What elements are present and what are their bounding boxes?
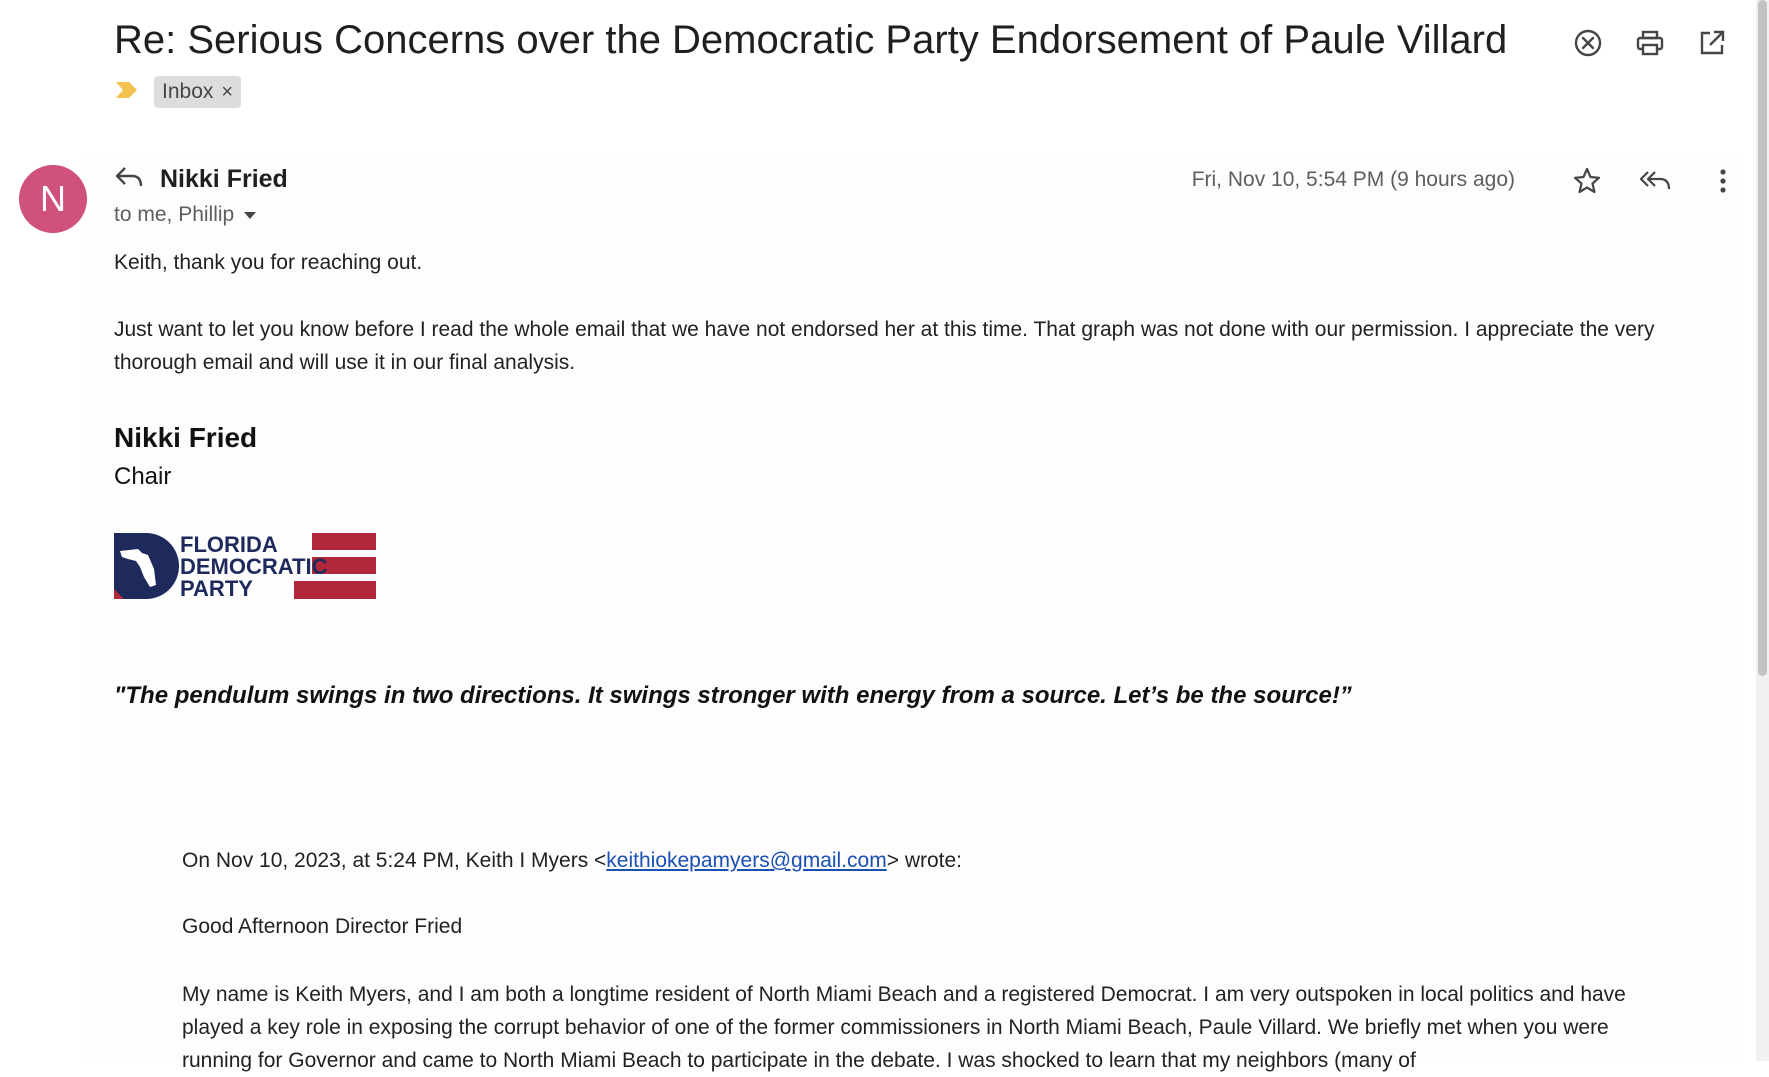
recipient-details-dropdown-icon[interactable] (242, 203, 258, 227)
reply-icon (114, 164, 144, 195)
labels-row (114, 76, 241, 108)
inbox-label-text: Inbox (162, 79, 214, 103)
star-icon[interactable] (1569, 163, 1605, 199)
logo-text-line: DEMOCRATIC (180, 554, 328, 579)
signature-quote: "The pendulum swings in two directions. It swings stronger with energy from a source. Let’s be the source!” (114, 682, 1352, 709)
sender-name[interactable]: Nikki Fried (160, 165, 288, 193)
logo-text-line: FLORIDA (180, 533, 278, 557)
quoted-message-header (182, 844, 962, 877)
reply-all-icon[interactable] (1637, 163, 1673, 199)
body-paragraph: Just want to let you know before I read the whole email that we have not endorsed her at this time. That graph was not done with our permission. I appreciate the very thorough email and will use it in our final analysis. (114, 318, 1655, 374)
quoted-greeting: Good Afternoon Director Fried (182, 915, 463, 938)
email-subject: Re: Serious Concerns over the Democratic Party Endorsement of Paule Villard (114, 18, 1508, 62)
thread-toolbar (1571, 26, 1729, 60)
more-options-icon[interactable] (1705, 163, 1741, 199)
quoted-header-prefix: On Nov 10, 2023, at 5:24 PM, Keith I Myers < (182, 849, 607, 872)
scrollbar-thumb[interactable] (1758, 0, 1767, 676)
sender-row (114, 164, 288, 195)
recipients-text: to me, Phillip (114, 203, 235, 226)
close-all-icon[interactable] (1571, 26, 1605, 60)
recipients-line[interactable] (114, 203, 258, 227)
quoted-sender-email-link[interactable]: keithiokepamyers@gmail.com (606, 849, 887, 872)
body-paragraph: Keith, thank you for reaching out. (114, 251, 423, 274)
inbox-label-chip[interactable] (154, 76, 241, 108)
message-actions (1569, 163, 1741, 199)
signature-name: Nikki Fried (114, 422, 258, 453)
quoted-body-paragraph: My name is Keith Myers, and I am both a longtime resident of North Miami Beach and a registered Democrat. I am very outspoken in local politics and have played a key role in exposing the corrupt behavior of one of the former commissioners in North Miami Beach, Paule Villard. We briefly met when you were running for Governor and came to North Miami Beach to participate in the debate. I was shocked to learn that my neighbors (many of (182, 983, 1626, 1072)
remove-label-icon[interactable]: × (221, 80, 234, 103)
signature-title: Chair (114, 463, 172, 490)
quoted-header-suffix: > wrote: (886, 849, 963, 872)
subject-bar (0, 0, 1769, 140)
avatar[interactable]: N (19, 165, 87, 233)
print-icon[interactable] (1633, 26, 1667, 60)
florida-democratic-party-logo (114, 533, 376, 599)
message-date: Fri, Nov 10, 5:54 PM (9 hours ago) (1191, 168, 1515, 191)
scrollbar[interactable] (1756, 0, 1769, 1061)
importance-marker-icon[interactable] (114, 79, 140, 106)
logo-text-line: PARTY (180, 576, 253, 599)
open-in-new-window-icon[interactable] (1695, 26, 1729, 60)
